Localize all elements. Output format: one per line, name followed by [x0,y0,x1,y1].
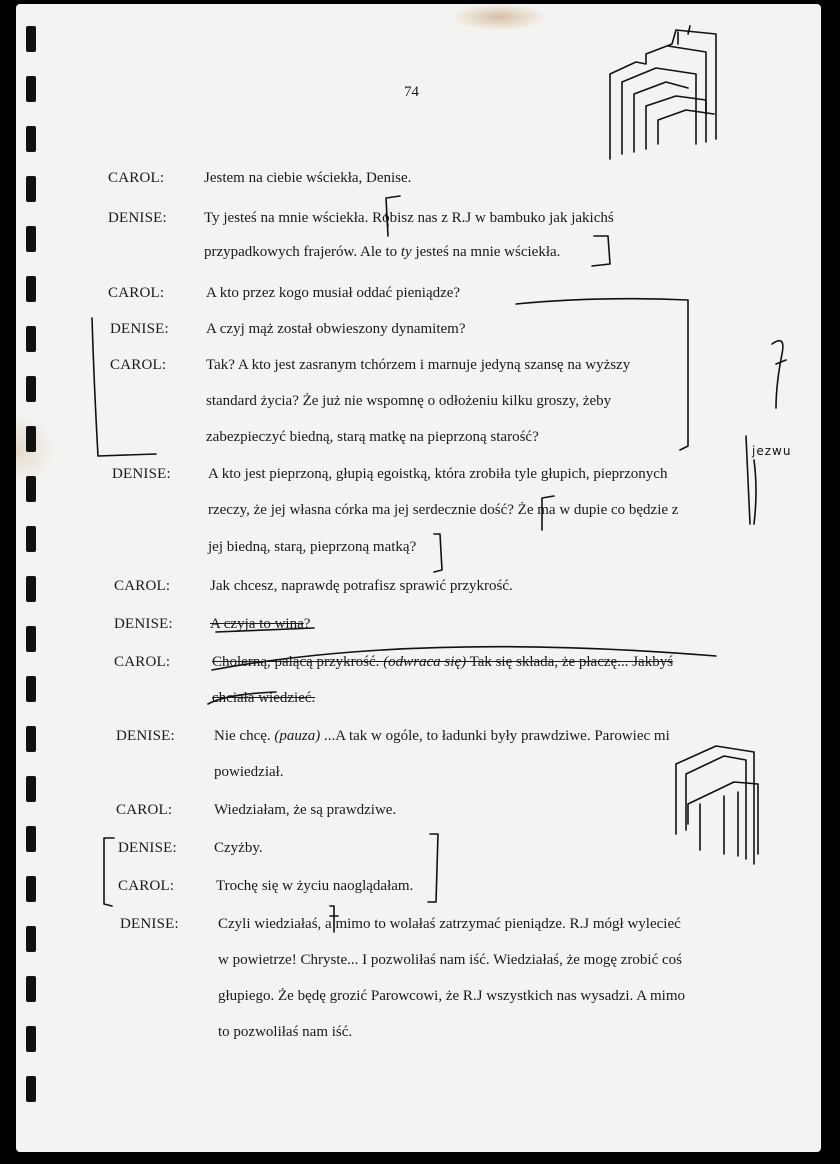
dialogue-text: Trochę się w życiu naoglądałam. [216,878,414,894]
binding-ring [26,926,36,952]
dialogue-line [216,878,413,895]
dialogue-text: Czyżby. [214,840,263,856]
script-page [16,4,821,1152]
binding-ring [26,26,36,52]
binding-ring [26,976,36,1002]
dialogue-text: (pauza) [274,728,321,744]
speaker-name: DENISE: [116,728,175,744]
binding-ring [26,626,36,652]
dialogue-text: A kto przez kogo musiał oddać pieniądze? [206,285,461,301]
dialogue-line [206,429,539,446]
dialogue-line [206,357,630,374]
dialogue-line [208,539,416,556]
binding-ring [26,1026,36,1052]
binding-ring [26,576,36,602]
dialogue-line [208,466,667,483]
dialogue-text: Czyli wiedziałaś, a mimo to wolałaś zatrzymać pieniądze. R.J mógł wylecieć [218,916,681,932]
binding-ring [26,826,36,852]
dialogue-line [206,285,460,302]
dialogue-line [214,840,263,857]
binding-ring [26,876,36,902]
binding-ring [26,276,36,302]
binding-ring [26,126,36,152]
dialogue-text: głupiego. Że będę grozić Parowcowi, że R.J wszystkich nas wysadzi. A mimo [218,988,685,1004]
dialogue-text: Jak chcesz, naprawdę potrafisz sprawić przykrość. [210,578,513,594]
binding-ring [26,526,36,552]
speaker-name: CAROL: [118,878,175,894]
dialogue-line [204,210,614,227]
dialogue-text: Ty jesteś na mnie wściekła. Robisz nas z R.J w bambuko jak jakichś [204,210,614,226]
speaker-name: CAROL: [108,170,165,186]
binding-ring [26,176,36,202]
dialogue-text: ? [303,616,311,632]
speaker-name: CAROL: [108,285,165,301]
margin-note: jezwu [752,444,792,458]
dialogue-line [208,502,678,519]
binding-ring [26,326,36,352]
binding-ring [26,1076,36,1102]
dialogue-text: jej biedną, starą, pieprzoną matką? [208,539,417,555]
dialogue-text: Cholerną, palącą przykrość. [212,654,384,670]
binding-ring [26,376,36,402]
speaker-name: CAROL: [114,654,171,670]
speaker-name: CAROL: [116,802,173,818]
building-sketch-icon [676,746,758,864]
dialogue-text: ty [400,244,412,260]
dialogue-text: Jestem na ciebie wściekła, Denise. [204,170,412,186]
dialogue-text: przypadkowych frajerów. Ale to [204,244,401,260]
dialogue-line [214,728,670,745]
dialogue-line [210,616,310,633]
edge-stain [16,414,56,484]
dialogue-text: Tak się składa, że płaczę... Jakbyś [466,654,674,670]
dialogue-line [218,988,685,1005]
dialogue-line [218,952,682,969]
speaker-name: DENISE: [120,916,179,932]
dialogue-line [212,690,315,707]
binding-ring [26,226,36,252]
speaker-name: CAROL: [110,357,167,373]
dialogue-text: chciała wiedzieć. [212,690,316,706]
dialogue-text: powiedział. [214,764,284,780]
dialogue-text: A kto jest pieprzoną, głupią egoistką, która zrobiła tyle głupich, pieprzonych [208,466,668,482]
building-sketch-icon [610,26,716,159]
dialogue-line [212,654,673,671]
dialogue-text: A czyj mąż został obwieszony dynamitem? [206,321,466,337]
dialogue-line [204,170,411,187]
dialogue-text: ...A tak w ogóle, to ładunki były prawdziwe. Parowiec mi [320,728,670,744]
dialogue-text: Tak? A kto jest zasranym tchórzem i marnuje jedyną szansę na wyższy [206,357,631,373]
dialogue-line [218,916,681,933]
dialogue-line [210,578,513,595]
speaker-name: DENISE: [118,840,177,856]
speaker-name: CAROL: [114,578,171,594]
dialogue-line [214,764,284,781]
dialogue-text: (odwraca się) [383,654,467,670]
page-number: 74 [404,84,419,100]
dialogue-line [206,321,466,338]
binding-ring [26,676,36,702]
speaker-name: DENISE: [108,210,167,226]
dialogue-text: rzeczy, że jej własna córka ma jej serdecznie dość? Że ma w dupie co będzie z [208,502,679,518]
binding-ring [26,726,36,752]
dialogue-text: standard życia? Że już nie wspomnę o odłożeniu kilku groszy, żeby [206,393,612,409]
speaker-name: DENISE: [110,321,169,337]
dialogue-line [214,802,396,819]
dialogue-text: Nie chcę. [214,728,275,744]
dialogue-text: Wiedziałam, że są prawdziwe. [214,802,397,818]
binding-ring [26,776,36,802]
dialogue-text: w powietrze! Chryste... I pozwoliłaś nam iść. Wiedziałaś, że mogę zrobić coś [218,952,682,968]
dialogue-text: zabezpieczyć biedną, starą matkę na pieprzoną starość? [206,429,539,445]
dialogue-line [206,393,611,410]
speaker-name: DENISE: [112,466,171,482]
binding-ring [26,76,36,102]
coffee-stain [454,4,544,30]
dialogue-text: jesteś na mnie wściekła. [411,244,561,260]
dialogue-text: A czyja to wina [210,616,304,632]
dialogue-line [218,1024,352,1041]
binding-ring [26,476,36,502]
dialogue-text: to pozwoliłaś nam iść. [218,1024,353,1040]
dialogue-line [204,244,560,261]
binding-ring [26,426,36,452]
speaker-name: DENISE: [114,616,173,632]
